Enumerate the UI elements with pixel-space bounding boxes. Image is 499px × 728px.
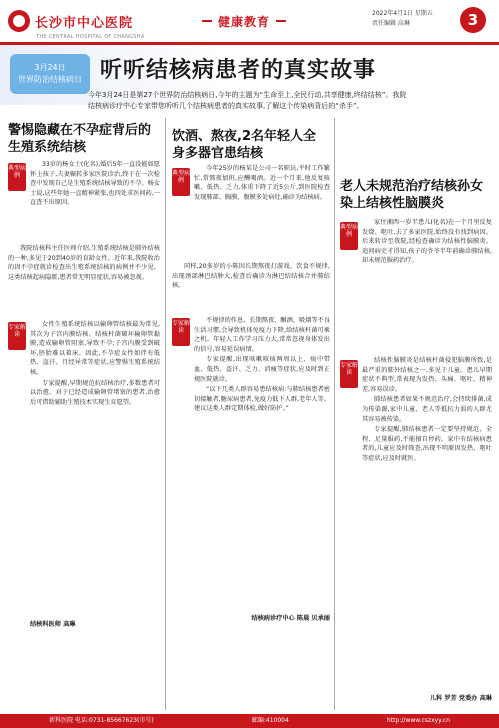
article1-title: 警惕隐藏在不孕症背后的生殖系统结核: [8, 123, 152, 155]
column-divider: [165, 118, 166, 710]
article2-byline: [194, 614, 330, 626]
article3-body-a: [362, 218, 492, 354]
article2-body-a: [194, 164, 330, 260]
section-title: 健康教育: [217, 14, 270, 29]
article1-author: 结核科医师 高琳: [30, 621, 76, 628]
article2-case-tag: 典型病例: [172, 168, 190, 196]
article1-para: 我院结核科主任医师介绍,生殖系统结核是肺外结核的一种,多见于20到40岁的育龄女性。近年来,我院收治的因不孕症就诊检查出生殖系统结核的病例并不少见。这类结核起病隐匿,患者常无明显症状,容易被忽视。: [8, 245, 160, 281]
article1-expert-tag: 专家解读: [8, 322, 26, 350]
masthead-subtitle: THE CENTRAL HOSPITAL OF CHANGSHA: [36, 34, 145, 40]
footer-contact: 新科医院 电话:0731-85667623(市号): [49, 717, 154, 724]
page-number: 3: [460, 7, 486, 33]
section-bar-right: [276, 20, 286, 22]
article3-title: 老人未规范治疗结核孙女染上结核性脑膜炎: [340, 179, 484, 211]
article3-case-tag: 典型病例: [340, 222, 358, 250]
section-label: [184, 11, 304, 31]
event-badge: 3月24日 世界防治结核病日: [10, 54, 90, 94]
article3-para: 专家提醒,肺结核患者一定要坚持规范、全程、足量服药,不能擅自停药。家中有结核病患者的,儿童应及时筛查,出现不明原因发热、呕吐等症状,应及时就医。: [362, 426, 492, 462]
article2-para: 不规律的作息、长期熬夜、酗酒、吸烟等不良生活习惯,会导致机体免疫力下降,给结核杆菌可乘之机。年轻人工作学习压力大,常常忽视身体发出的信号,容易延误病情。: [194, 317, 330, 353]
article3-body-b: [362, 356, 492, 606]
column-divider: [334, 118, 335, 710]
feature-lead: 今年3月24日是第27个世界防治结核病日,今年的主题为“生命至上,全民行动,共享健康,终结结核”。我院结核病诊疗中心专家带您听听几个结核病患者的真实故事,了解这个传染病背后的“杀手”。: [88, 91, 407, 110]
footer-postcode: 邮编:410004: [251, 717, 289, 724]
masthead-logo: [8, 6, 133, 36]
article1-para: 专家提醒,早期规范抗结核治疗,多数患者可以治愈。对于已经造成输卵管堵塞的患者,治愈后可借助辅助生殖技术实现生育愿望。: [30, 379, 160, 406]
article3-para: 家住湘西一岁半患儿(化名)在一个月里反复发烧、呕吐,去了多家医院,始终没有找到病因。后来转诊至我院,经检查确诊为结核性脑膜炎。追问病史才得知,孩子的爷爷半年前确诊肺结核,却未规范服药治疗。: [362, 219, 492, 265]
masthead-title: 长沙市中心医院: [35, 15, 134, 31]
feature-headline: 听听结核病患者的真实故事: [100, 58, 377, 83]
article3-author: 儿科 罗芳 党委办 高琳: [429, 695, 492, 702]
article2-para: 专家提醒,出现咳嗽咳痰两周以上、痰中带血、低热、盗汗、乏力、消瘦等症状,应及时到正规医院就诊。: [194, 356, 330, 383]
article2-body-c: [194, 316, 330, 506]
article1-body-c: [30, 320, 160, 470]
article3-byline: [362, 694, 492, 706]
article2-para: “以下几类人群容易患结核病:与肺结核患者密切接触者,糖尿病患者,免疫力低下人群,老年人等。建议这类人群定期体检,做好防护。”: [194, 386, 330, 413]
article1-body-a: [30, 160, 160, 240]
article2-author: 结核病诊疗中心 陈晨 贝承丽: [251, 615, 330, 622]
article3-expert-tag: 专家解读: [340, 360, 358, 388]
article2-title: 饮酒、熬夜,2名年轻人全身多器官患结核: [172, 129, 316, 161]
article1-para: 33岁的杨女士(化名),婚后5年一直没能如愿怀上孩子,夫妻辗转多家医院诊治,终于在一次检查中发现自己是生殖系统结核导致的不孕。杨女士说,这些年她一直精神紧张,也四处求医问药,一直查不出原因。: [30, 161, 160, 207]
hospital-logo-icon: [8, 10, 30, 32]
section-bar-left: [202, 20, 212, 22]
article3-para: 肺结核患者如果不规范治疗,会持续排菌,成为传染源,家中儿童、老人等抵抗力弱的人群尤其容易被传染。: [362, 396, 492, 423]
page-footer: [0, 714, 499, 728]
article1-case-tag: 典型病例: [8, 163, 26, 191]
article1-body-b: [8, 244, 160, 320]
issue-editor: 责任编辑 高琳: [372, 20, 410, 27]
article1-byline: [30, 620, 160, 632]
issue-meta: [372, 9, 433, 29]
article2-para: 同样,20多岁的小陈因长期熬夜打游戏、饮食不规律,出现颈部淋巴结肿大,检查后确诊为淋巴结结核合并肺结核。: [172, 263, 330, 290]
article2-para: 今年25岁的杨某是公司一名职员,平时工作繁忙,常熬夜加班,应酬喝酒。近一个月来,他反复咳嗽、低热、乏力,体重下降了近5公斤,到医院检查发现肺部、胸膜、腹膜多处病灶,确诊为结核病。: [194, 165, 330, 201]
article3-para: 结核性脑膜炎是结核杆菌侵犯脑膜所致,是最严重的肺外结核之一,多见于儿童。患儿早期症状不典型,常表现为发热、头痛、呕吐、精神差,容易误诊。: [362, 357, 492, 393]
article2-expert-tag: 专家解读: [172, 318, 190, 346]
article1-para: 女性生殖系统结核以输卵管结核最为常见,其次为子宫内膜结核。结核杆菌破坏输卵管黏膜,造成输卵管阻塞,导致不孕;子宫内膜受到破坏,胚胎难以着床。因此,不孕症女性如伴有低热、盗汗、月经异常等症状,应警惕生殖系统结核。: [30, 321, 160, 376]
article2-body-b: [172, 262, 330, 318]
footer-website: http://www.cszxyy.cn: [387, 717, 450, 724]
issue-date: 2022年4月1日 星期五: [372, 10, 433, 17]
newspaper-header: [0, 0, 499, 44]
